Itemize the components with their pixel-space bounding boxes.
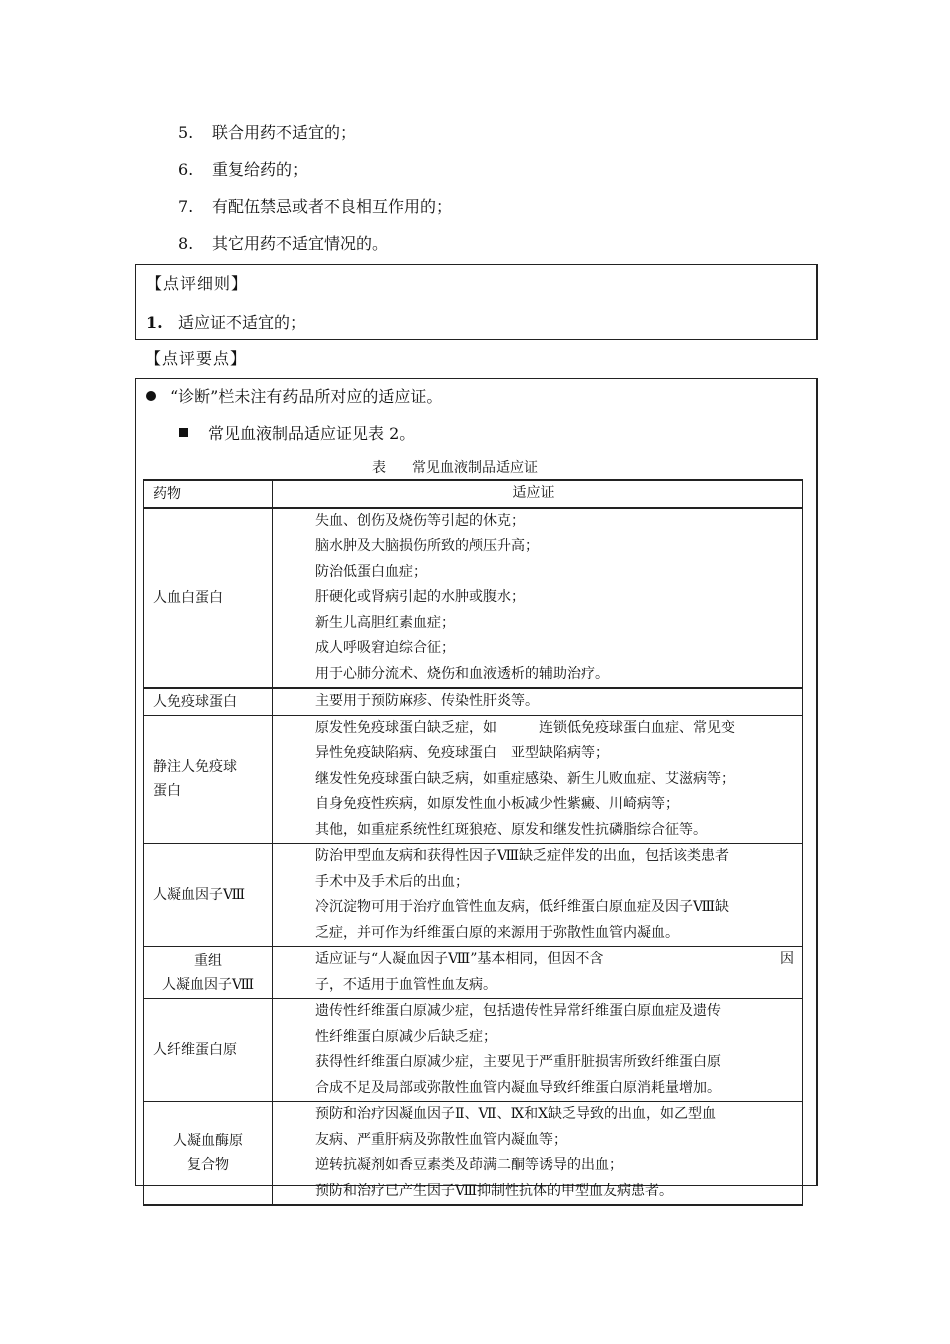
drug-name-line: 复合物 <box>187 1157 229 1173</box>
bullet-text: “诊断”栏未注有药品所对应的适应证。 <box>170 387 443 406</box>
drug-name-line: 蛋白 <box>153 783 181 800</box>
drug-cell: 人免疫球蛋白 <box>144 688 273 715</box>
indication-line: 友病、严重肝病及弥散性血管内凝血等； <box>315 1131 567 1148</box>
rules-box <box>135 264 818 340</box>
indication-line: 预防和治疗已产生因子Ⅷ抑制性抗体的甲型血友病患者。 <box>315 1182 674 1199</box>
header-drug: 药物 <box>144 480 273 508</box>
list-item <box>178 195 452 219</box>
drug-name-line: 静注人免疫球 <box>153 759 237 776</box>
rules-item-number: 1. <box>146 313 163 332</box>
caption-title: 常见血液制品适应证 <box>412 460 538 476</box>
table-row <box>144 1102 803 1206</box>
indication-line <box>315 947 794 973</box>
drug-cell <box>144 715 273 844</box>
item-text: 有配伍禁忌或者不良相互作用的； <box>212 197 453 216</box>
bullet-item <box>146 385 442 409</box>
rules-item-text: 适应证不适宜的； <box>178 313 307 332</box>
indication-line: 冷沉淀物可用于治疗血管性血友病，低纤维蛋白原血症及因子Ⅷ缺 <box>315 899 730 915</box>
item-text: 联合用药不适宜的； <box>212 123 357 142</box>
drug-cell: 人纤维蛋白原 <box>144 999 273 1102</box>
indication-line: 成人呼吸窘迫综合征； <box>315 640 455 656</box>
drug-name-line: 人凝血酶原 <box>173 1133 243 1149</box>
list-item <box>178 121 356 145</box>
table-row <box>144 844 803 947</box>
item-number: 6. <box>178 160 194 179</box>
table-row <box>144 508 803 689</box>
indication-line: 其他，如重症系统性红斑狼疮、原发和继发性抗磷脂综合征等。 <box>315 821 707 838</box>
indication-line: 乏症，并可作为纤维蛋白原的来源用于弥散性血管内凝血。 <box>315 924 679 941</box>
indication-cell <box>273 947 803 999</box>
indication-line: 肝硬化或肾病引起的水肿或腹水； <box>315 589 525 605</box>
sub-bullet-item <box>179 422 415 446</box>
list-item <box>178 232 388 256</box>
indication-line: 继发性免疫球蛋白缺乏病，如重症感染、新生儿败血症、艾滋病等； <box>315 770 735 787</box>
drug-cell: 人血白蛋白 <box>144 508 273 689</box>
table-header-row <box>144 480 803 508</box>
item-number: 7. <box>178 197 194 216</box>
list-item <box>178 158 308 182</box>
drug-cell: 人凝血因子Ⅷ <box>144 844 273 947</box>
table-caption <box>372 458 538 478</box>
indication-line: 合成不足及局部或弥散性血管内凝血导致纤维蛋白原消耗量增加。 <box>315 1079 721 1096</box>
table-row <box>144 947 803 999</box>
indication-line: 手术中及手术后的出血； <box>315 873 469 890</box>
item-text: 其它用药不适宜情况的。 <box>212 234 389 253</box>
drug-cell <box>144 947 273 999</box>
square-bullet-icon <box>179 428 188 437</box>
drug-name-line: 重组 <box>194 952 222 969</box>
indication-cell <box>273 844 803 947</box>
indication-line-left: 适应证与“人凝血因子Ⅷ”基本相同，但因不含 <box>315 951 604 967</box>
indication-line: 遗传性纤维蛋白原减少症，包括遗传性异常纤维蛋白原血症及遗传 <box>315 1003 721 1019</box>
indication-line: 用于心肺分流术、烧伤和血液透析的辅助治疗。 <box>315 665 609 682</box>
indication-line: 性纤维蛋白原减少后缺乏症； <box>315 1028 497 1045</box>
indication-line: 主要用于预防麻疹、传染性肝炎等。 <box>315 693 539 709</box>
drug-name-line: 人凝血因子Ⅷ <box>161 976 255 993</box>
indication-line: 异性免疫缺陷病、免疫球蛋白 亚型缺陷病等； <box>315 745 609 761</box>
indications-table <box>143 479 803 1206</box>
indication-line: 逆转抗凝剂如香豆素类及茚满二酮等诱导的出血； <box>315 1157 623 1173</box>
indication-line: 脑水肿及大脑损伤所致的颅压升高； <box>315 538 539 554</box>
indication-line: 自身免疫性疾病，如原发性血小板减少性紫癜、川崎病等； <box>315 796 679 812</box>
points-box <box>135 378 818 1199</box>
indication-line-right: 因 <box>780 951 794 967</box>
indication-line: 获得性纤维蛋白原减少症，主要见于严重肝脏损害所致纤维蛋白原 <box>315 1054 721 1070</box>
indication-line: 防治甲型血友病和获得性因子Ⅷ缺乏症伴发的出血，包括该类患者 <box>315 848 730 864</box>
indication-cell <box>273 1102 803 1206</box>
table-row <box>144 715 803 844</box>
indication-cell <box>273 715 803 844</box>
table-row <box>144 688 803 715</box>
indication-cell <box>273 508 803 689</box>
indication-line: 新生儿高胆红素血症； <box>315 614 455 631</box>
points-title: 【点评要点】 <box>145 349 248 368</box>
rules-title: 【点评细则】 <box>146 274 249 293</box>
indication-line: 预防和治疗因凝血因子Ⅱ、Ⅶ、Ⅸ和Ⅹ缺乏导致的出血，如乙型血 <box>315 1106 717 1122</box>
caption-prefix: 表 <box>372 460 386 476</box>
indication-line: 原发性免疫球蛋白缺乏症，如 连锁低免疫球蛋白血症、常见变 <box>315 719 735 736</box>
header-indication: 适应证 <box>273 480 803 508</box>
item-number: 8. <box>178 234 194 253</box>
sub-bullet-text: 常见血液制品适应证见表 2。 <box>208 424 416 443</box>
item-text: 重复给药的； <box>212 160 309 179</box>
indication-line: 防治低蛋白血症； <box>315 563 427 580</box>
indication-cell <box>273 688 803 715</box>
table-row <box>144 999 803 1102</box>
item-number: 5. <box>178 123 194 142</box>
bullet-dot-icon <box>146 391 156 401</box>
indication-cell <box>273 999 803 1102</box>
drug-cell <box>144 1102 273 1206</box>
indication-line: 失血、创伤及烧伤等引起的休克； <box>315 512 525 529</box>
rules-item <box>146 311 306 335</box>
indication-line: 子，不适用于血管性血友病。 <box>315 976 497 993</box>
